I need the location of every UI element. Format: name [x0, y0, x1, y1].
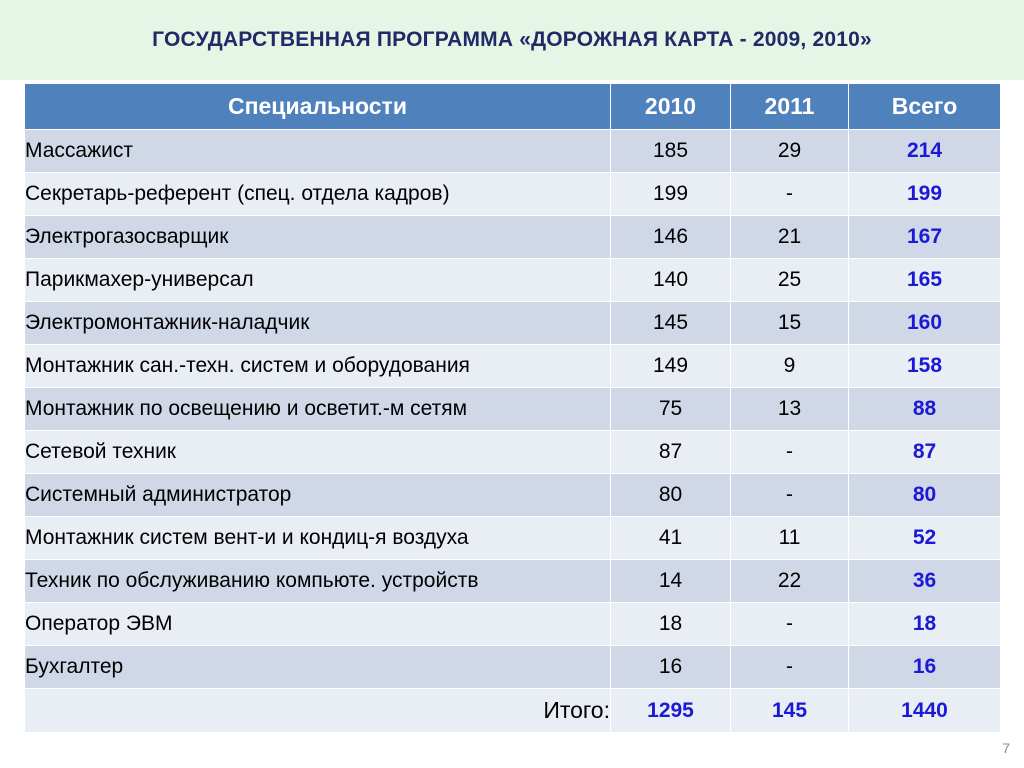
value-2010: 140 — [611, 259, 731, 302]
specialty-name: Монтажник по освещению и осветит.-м сетям — [25, 388, 611, 431]
value-total: 36 — [849, 560, 1001, 603]
specialty-name: Монтажник сан.-техн. систем и оборудования — [25, 345, 611, 388]
total-2010: 1295 — [611, 689, 731, 733]
value-2011: 22 — [731, 560, 849, 603]
table-row — [25, 130, 1001, 173]
value-total: 88 — [849, 388, 1001, 431]
table-row — [25, 517, 1001, 560]
specialty-name: Сетевой техник — [25, 431, 611, 474]
specialty-name: Техник по обслуживанию компьюте. устройств — [25, 560, 611, 603]
value-total: 160 — [849, 302, 1001, 345]
table-row — [25, 431, 1001, 474]
specialty-name: Электромонтажник-наладчик — [25, 302, 611, 345]
value-2011: 13 — [731, 388, 849, 431]
value-2010: 18 — [611, 603, 731, 646]
header-2010: 2010 — [611, 84, 731, 130]
value-total: 214 — [849, 130, 1001, 173]
total-label: Итого: — [25, 689, 611, 733]
value-2010: 80 — [611, 474, 731, 517]
table-row — [25, 302, 1001, 345]
specialties-table — [24, 83, 1001, 733]
value-total: 80 — [849, 474, 1001, 517]
header-specialties: Специальности — [25, 84, 611, 130]
table-row — [25, 259, 1001, 302]
header-2011: 2011 — [731, 84, 849, 130]
value-2011: - — [731, 474, 849, 517]
table-row — [25, 474, 1001, 517]
value-2011: 9 — [731, 345, 849, 388]
value-2010: 146 — [611, 216, 731, 259]
value-2010: 16 — [611, 646, 731, 689]
specialty-name: Оператор ЭВМ — [25, 603, 611, 646]
value-2011: - — [731, 646, 849, 689]
value-total: 199 — [849, 173, 1001, 216]
table-row — [25, 173, 1001, 216]
value-total: 18 — [849, 603, 1001, 646]
value-2010: 149 — [611, 345, 731, 388]
value-total: 16 — [849, 646, 1001, 689]
value-2010: 87 — [611, 431, 731, 474]
value-2010: 14 — [611, 560, 731, 603]
specialty-name: Секретарь-референт (спец. отдела кадров) — [25, 173, 611, 216]
table-row — [25, 216, 1001, 259]
table-row — [25, 560, 1001, 603]
table-row — [25, 345, 1001, 388]
value-2010: 145 — [611, 302, 731, 345]
value-2010: 75 — [611, 388, 731, 431]
table-row — [25, 388, 1001, 431]
value-total: 52 — [849, 517, 1001, 560]
title-bar — [0, 0, 1024, 80]
specialty-name: Парикмахер-универсал — [25, 259, 611, 302]
page-number: 7 — [1002, 740, 1010, 756]
value-2010: 185 — [611, 130, 731, 173]
value-2011: 29 — [731, 130, 849, 173]
value-2011: - — [731, 431, 849, 474]
value-total: 87 — [849, 431, 1001, 474]
table-header-row — [25, 84, 1001, 130]
specialty-name: Электрогазосварщик — [25, 216, 611, 259]
specialty-name: Системный администратор — [25, 474, 611, 517]
table-row — [25, 603, 1001, 646]
value-2011: 25 — [731, 259, 849, 302]
value-2011: - — [731, 173, 849, 216]
table-row — [25, 646, 1001, 689]
value-2010: 41 — [611, 517, 731, 560]
value-total: 165 — [849, 259, 1001, 302]
slide-title: ГОСУДАРСТВЕННАЯ ПРОГРАММА «ДОРОЖНАЯ КАРТА - 2009, 2010» — [152, 28, 872, 51]
specialty-name: Монтажник систем вент-и и кондиц-я воздуха — [25, 517, 611, 560]
total-2011: 145 — [731, 689, 849, 733]
value-2011: 21 — [731, 216, 849, 259]
specialty-name: Бухгалтер — [25, 646, 611, 689]
total-row — [25, 689, 1001, 733]
value-2011: - — [731, 603, 849, 646]
value-total: 167 — [849, 216, 1001, 259]
specialty-name: Массажист — [25, 130, 611, 173]
header-total: Всего — [849, 84, 1001, 130]
value-2011: 15 — [731, 302, 849, 345]
value-2010: 199 — [611, 173, 731, 216]
value-2011: 11 — [731, 517, 849, 560]
total-all: 1440 — [849, 689, 1001, 733]
value-total: 158 — [849, 345, 1001, 388]
